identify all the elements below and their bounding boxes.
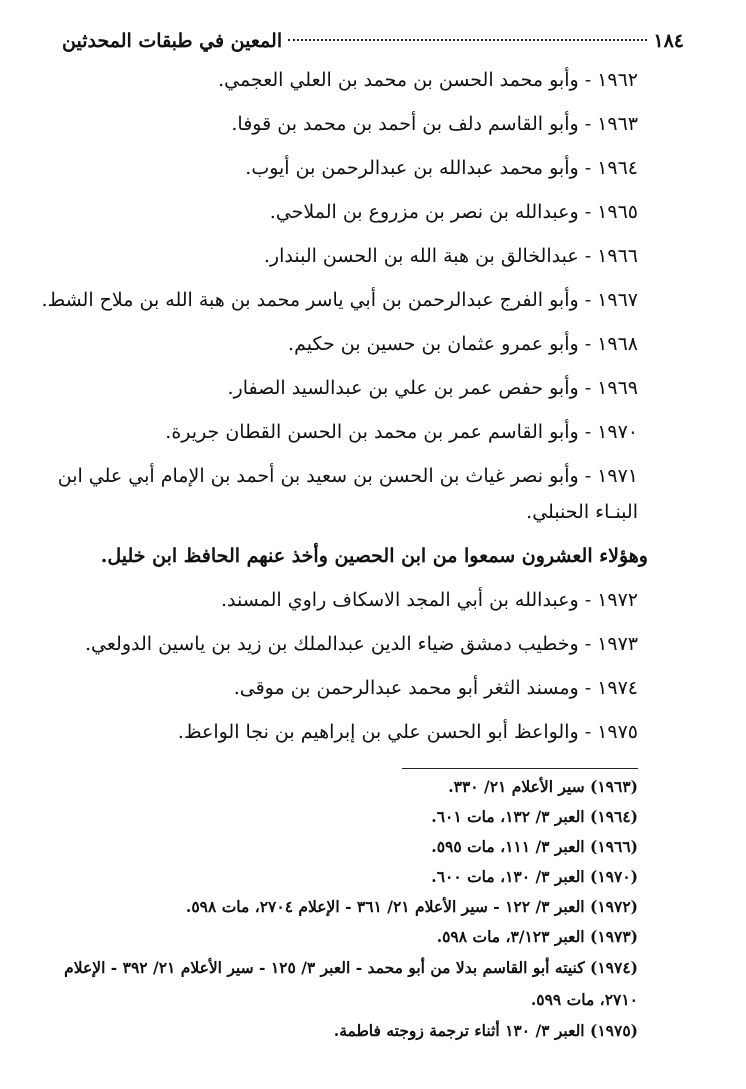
page-number: ١٨٤ (653, 30, 684, 52)
header-dot-leader (288, 39, 647, 41)
entry-1974: ١٩٧٤ - ومسند الثغر أبو محمد عبدالرحمن بن موقى. (233, 677, 638, 699)
footnote-1973: (١٩٧٣) العبر ٣/١٢٣، مات ٥٩٨. (436, 927, 638, 946)
entries-list (36, 58, 648, 754)
footnote-1975: (١٩٧٥) العبر ٣/ ١٣٠ أثناء ترجمة زوجته فاطمة. (333, 1021, 638, 1040)
footnote-divider (402, 768, 638, 769)
footnote-1963: (١٩٦٣) سير الأعلام ٢١/ ٣٣٠. (448, 777, 638, 796)
running-title: المعين في طبقات المحدثين (62, 30, 283, 52)
entry-1962: ١٩٦٢ - وأبو محمد الحسن بن محمد بن العلي العجمي. (218, 69, 638, 91)
entry-1968: ١٩٦٨ - وأبو عمرو عثمان بن حسين بن حكيم. (288, 333, 638, 355)
entry-1975: ١٩٧٥ - والواعظ أبو الحسن علي بن إبراهيم بن نجا الواعظ. (177, 721, 638, 743)
entry-1970: ١٩٧٠ - وأبو القاسم عمر بن محمد بن الحسن القطان جريرة. (165, 421, 638, 443)
entry-1964: ١٩٦٤ - وأبو محمد عبدالله بن عبدالرحمن بن أيوب. (245, 157, 638, 179)
footnote-1964: (١٩٦٤) العبر ٣/ ١٣٢، مات ٦٠١. (431, 807, 638, 826)
section-note: وهؤلاء العشرون سمعوا من ابن الحصين وأخذ عنهم الحافظ ابن خليل. (100, 545, 648, 567)
entry-1963: ١٩٦٣ - وأبو القاسم دلف بن أحمد بن محمد بن قوفا. (231, 113, 638, 135)
page-header (62, 30, 684, 60)
entry-1971: ١٩٧١ - وأبو نصر غياث بن الحسن بن سعيد بن أحمد بن الإمام أبي علي ابن البنـاء الحنبلي. (57, 465, 638, 523)
entry-1969: ١٩٦٩ - وأبو حفص عمر بن علي بن عبدالسيد الصفار. (227, 377, 638, 399)
entry-1972: ١٩٧٢ - وعبدالله بن أبي المجد الاسكاف راوي المسند. (220, 589, 638, 611)
footnote-1972: (١٩٧٢) العبر ٣/ ١٢٢ - سير الأعلام ٢١/ ٣٦١ - الإعلام ٢٧٠٤، مات ٥٩٨. (185, 897, 638, 916)
footnote-1974: (١٩٧٤) كنيته أبو القاسم بدلا من أبو محمد - العبر ٣/ ١٢٥ - سير الأعلام ٢١/ ٣٩٢ - الإعلام ٢٧١٠، مات ٥٩٩. (64, 958, 638, 1009)
footnote-1970: (١٩٧٠) العبر ٣/ ١٣٠، مات ٦٠٠. (431, 867, 638, 886)
entry-1973: ١٩٧٣ - وخطيب دمشق ضياء الدين عبدالملك بن زيد بن ياسين الدولعي. (85, 633, 638, 655)
footnotes (56, 772, 638, 1046)
entry-1967: ١٩٦٧ - وأبو الفرج عبدالرحمن بن أبي ياسر محمد بن هبة الله بن ملاح الشط. (41, 289, 638, 311)
footnote-1966: (١٩٦٦) العبر ٣/ ١١١، مات ٥٩٥. (431, 837, 638, 856)
entry-1965: ١٩٦٥ - وعبدالله بن نصر بن مزروع بن الملاحي. (269, 201, 638, 223)
entry-1966: ١٩٦٦ - عبدالخالق بن هبة الله بن الحسن البندار. (263, 245, 638, 267)
